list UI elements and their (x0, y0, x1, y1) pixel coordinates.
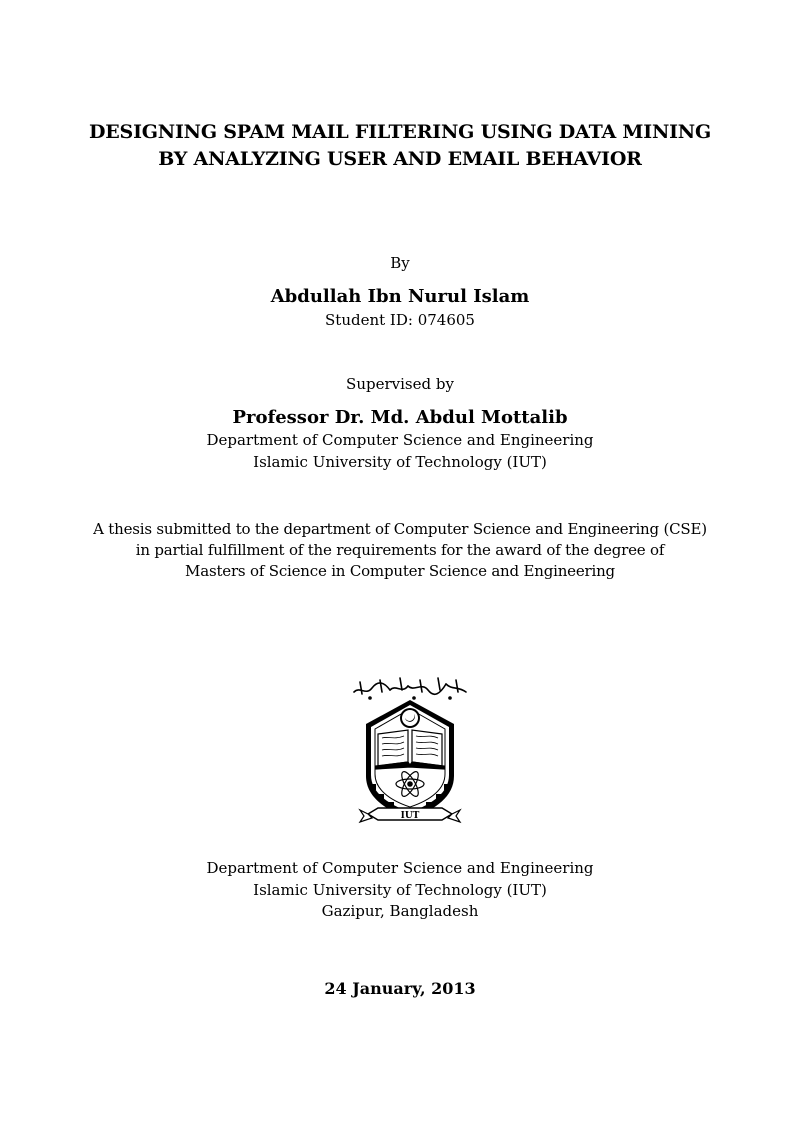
supervised-by-label: Supervised by (346, 375, 454, 393)
submission-date: 24 January, 2013 (324, 979, 476, 998)
student-id: Student ID: 074605 (325, 311, 475, 329)
ribbon-banner-icon (360, 808, 460, 822)
iut-emblem-icon (350, 672, 470, 832)
iut-banner-text: IUT (400, 811, 420, 821)
crescent-icon (400, 708, 420, 728)
thesis-title-line-2: BY ANALYZING USER AND EMAIL BEHAVIOR (158, 148, 642, 170)
thesis-statement-line-3: Masters of Science in Computer Science and Engineering (185, 562, 615, 580)
supervisor-university: Islamic University of Technology (IUT) (253, 453, 547, 471)
calligraphy-icon (354, 678, 466, 699)
supervisor-name: Professor Dr. Md. Abdul Mottalib (232, 407, 568, 428)
supervisor-department: Department of Computer Science and Engineering (206, 431, 594, 449)
institution-university: Islamic University of Technology (IUT) (253, 881, 547, 899)
thesis-title-line-1: DESIGNING SPAM MAIL FILTERING USING DATA MINING (89, 121, 711, 143)
thesis-statement-line-2: in partial fulfillment of the requirements for the award of the degree of (135, 541, 665, 559)
author-name: Abdullah Ibn Nurul Islam (270, 286, 530, 307)
institution-location: Gazipur, Bangladesh (321, 902, 479, 920)
thesis-statement-line-1: A thesis submitted to the department of Computer Science and Engineering (CSE) (93, 520, 707, 538)
by-label: By (390, 254, 410, 272)
institution-department: Department of Computer Science and Engineering (206, 859, 594, 877)
